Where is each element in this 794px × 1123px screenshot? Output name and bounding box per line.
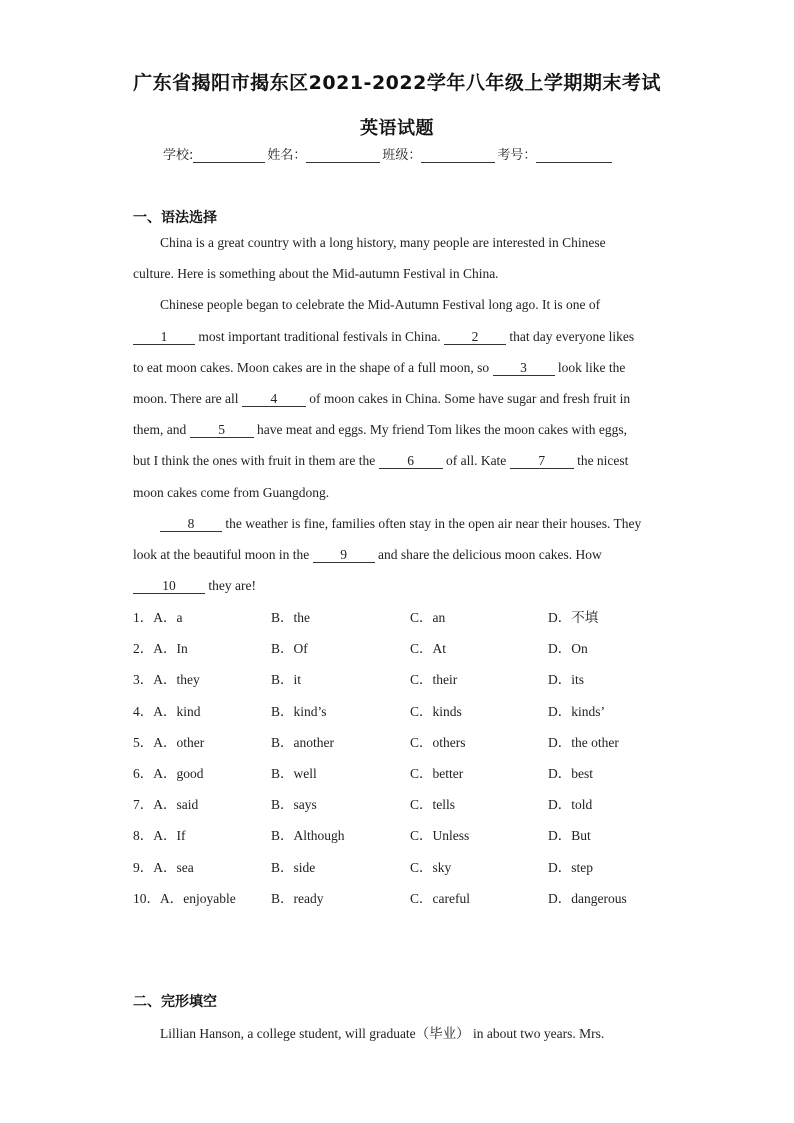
passage-line: 1 most important traditional festivals in China. 2 that day everyone likes — [133, 321, 663, 352]
passage-line: moon. There are all 4 of moon cakes in China. Some have sugar and fresh fruit in — [133, 391, 631, 407]
name-blank[interactable] — [306, 148, 380, 163]
blank-4[interactable]: 4 — [242, 392, 306, 407]
passage-line: look at the beautiful moon in the 9 and share the delicious moon cakes. How — [133, 547, 602, 563]
option-c[interactable]: C．better — [410, 765, 464, 781]
option-a[interactable]: 6．A．good — [133, 765, 204, 781]
question-row — [133, 854, 693, 885]
question-row — [133, 791, 693, 822]
question-row — [133, 604, 693, 635]
name-label: 姓名： — [267, 148, 307, 163]
option-a[interactable]: 2．A．In — [133, 641, 188, 657]
passage-line: culture. Here is something about the Mid-autumn Festival in China. — [133, 266, 499, 282]
question-row — [133, 698, 693, 729]
blank-8[interactable]: 8 — [160, 517, 222, 532]
passage-line: 10 they are! — [133, 570, 663, 601]
number-label: 考号： — [497, 148, 537, 163]
blank-5[interactable]: 5 — [190, 423, 254, 438]
option-b[interactable]: B．the — [271, 610, 310, 625]
option-c[interactable]: C．At — [410, 641, 447, 657]
blank-1[interactable]: 1 — [133, 330, 195, 345]
option-d[interactable]: D．On — [548, 641, 588, 657]
option-b[interactable]: B．Of — [271, 641, 308, 657]
option-d[interactable]: D．dangerous — [548, 890, 627, 906]
option-b[interactable]: B．another — [271, 734, 334, 750]
option-c[interactable]: C．an — [410, 610, 446, 625]
passage-line: Chinese people began to celebrate the Mid-Autumn Festival long ago. It is one of — [160, 297, 601, 313]
option-d[interactable]: D．best — [548, 765, 593, 781]
option-b[interactable]: B．kind’s — [271, 703, 327, 719]
blank-7[interactable]: 7 — [510, 454, 574, 469]
passage-line: 8 the weather is fine, families often stay in the open air near their houses. They — [133, 508, 663, 539]
passage-2 — [133, 1018, 663, 1049]
option-c[interactable]: C．kinds — [410, 703, 462, 719]
blank-9[interactable]: 9 — [313, 548, 375, 563]
school-blank[interactable] — [193, 148, 265, 163]
option-a[interactable]: 10．A．enjoyable — [133, 890, 236, 906]
option-b[interactable]: B．says — [271, 797, 317, 813]
option-d[interactable]: D．kinds’ — [548, 703, 605, 719]
option-c[interactable]: C．sky — [410, 859, 452, 875]
option-c[interactable]: C．their — [410, 672, 458, 688]
option-c[interactable]: C．others — [410, 734, 466, 750]
question-row — [133, 666, 693, 697]
blank-6[interactable]: 6 — [379, 454, 443, 469]
passage-line: Lillian Hanson, a college student, will graduate（毕业） in about two years. Mrs. — [160, 1026, 605, 1041]
question-row — [133, 760, 693, 791]
passage-line: them, and 5 have meat and eggs. My friend Tom likes the moon cakes with eggs, — [133, 422, 627, 438]
option-d[interactable]: D．its — [548, 672, 585, 688]
question-row — [133, 822, 693, 853]
option-b[interactable]: B．Although — [271, 828, 345, 844]
blank-3[interactable]: 3 — [493, 361, 555, 376]
option-a[interactable]: 3．A．they — [133, 672, 200, 688]
question-row — [133, 635, 693, 666]
option-d[interactable]: D．told — [548, 797, 593, 813]
option-a[interactable]: 7．A．said — [133, 797, 199, 813]
option-a[interactable]: 8．A．If — [133, 828, 186, 844]
options-list — [133, 604, 693, 916]
student-info-row — [163, 144, 614, 163]
title-line-2: 英语试题 — [360, 118, 434, 139]
passage-line: to eat moon cakes. Moon cakes are in the shape of a full moon, so 3 look like the — [133, 359, 626, 375]
option-a[interactable]: 4．A．kind — [133, 703, 201, 719]
option-a[interactable]: 5．A．other — [133, 734, 205, 750]
option-d[interactable]: D．the other — [548, 734, 619, 750]
blank-10[interactable]: 10 — [133, 579, 205, 594]
passage-line: but I think the ones with fruit in them are the 6 of all. Kate 7 the nicest — [133, 453, 629, 469]
option-a[interactable]: 1．A．a — [133, 610, 183, 625]
title-line-1: 广东省揭阳市揭东区2021-2022学年八年级上学期期末考试 — [133, 72, 661, 94]
option-b[interactable]: B．ready — [271, 890, 324, 906]
number-blank[interactable] — [536, 148, 612, 163]
section-2-heading: 二、完形填空 — [133, 994, 217, 1010]
blank-2[interactable]: 2 — [444, 330, 506, 345]
option-a[interactable]: 9．A．sea — [133, 859, 194, 875]
option-d[interactable]: D．不填 — [548, 610, 599, 625]
option-d[interactable]: D．But — [548, 828, 591, 844]
question-row — [133, 729, 693, 760]
option-b[interactable]: B．it — [271, 672, 302, 688]
class-label: 班级： — [382, 148, 422, 163]
passage-1 — [133, 227, 663, 601]
passage-line: moon cakes come from Guangdong. — [133, 484, 330, 500]
option-c[interactable]: C．Unless — [410, 828, 470, 844]
question-row — [133, 885, 693, 916]
option-d[interactable]: D．step — [548, 859, 593, 875]
school-label: 学校: — [163, 148, 194, 163]
passage-line: China is a great country with a long history, many people are interested in Chinese — [160, 235, 606, 250]
class-blank[interactable] — [421, 148, 495, 163]
option-c[interactable]: C．careful — [410, 890, 470, 906]
option-c[interactable]: C．tells — [410, 797, 456, 813]
section-1-heading: 一、语法选择 — [133, 210, 217, 226]
option-b[interactable]: B．side — [271, 859, 316, 875]
option-b[interactable]: B．well — [271, 765, 317, 781]
